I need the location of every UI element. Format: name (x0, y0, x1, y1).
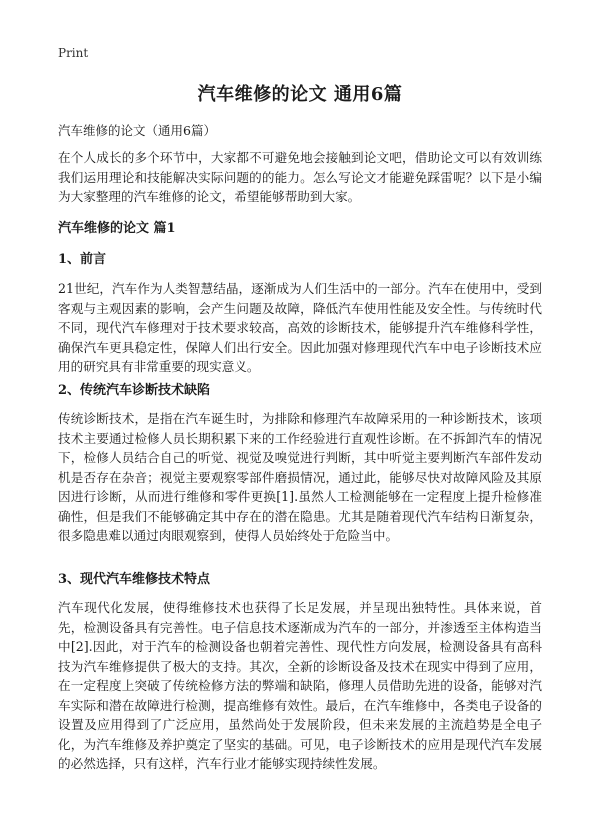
heading-preface: 1、前言 (58, 252, 107, 267)
heading-traditional-diagnosis: 2、传统汽车诊断技术缺陷 (58, 383, 211, 398)
section-title: 汽车维修的论文 篇1 (58, 221, 176, 236)
document-subtitle: 汽车维修的论文（通用6篇） (58, 123, 216, 138)
paragraph-preface: 21世纪，汽车作为人类智慧结晶，逐渐成为人们生活中的一部分。汽车在使用中，受到客观与主观因素的影响，会产生问题及故障，降低汽车使用性能及安全性。与传统时代不同，现代汽车修理对于技术要求较高，高效的诊断技术，能够提升汽车维修科学性，确保汽车更具稳定性，保障人们出行安全。因此加强对修理现代汽车中电子诊断技术应用的研究具有非常重要的现实意义。 (58, 281, 542, 374)
paragraph-traditional-diagnosis: 传统诊断技术，是指在汽车诞生时，为排除和修理汽车故障采用的一种诊断技术，该项技术主要通过检修人员长期积累下来的工作经验进行直观性诊断。在不拆卸汽车的情况下，检修人员结合自己的听觉、视觉及嗅觉进行判断，其中听觉主要判断汽车部件发动机是否存在杂音；视觉主要观察零部件磨损情况，通过此，能够尽快对故障风险及其原因进行诊断，从而进行维修和零件更换[1].虽然人工检测能够在一定程度上提升检修准确性，但是我们不能够确定其中存在的潜在隐患。尤其是随着现代汽车结构日渐复杂，很多隐患难以通过肉眼观察到，使得人员始终处于危险当中。 (58, 411, 542, 543)
intro-paragraph: 在个人成长的多个环节中，大家都不可避免地会接触到论文吧，借助论文可以有效训练我们运用理论和技能解决实际问题的的能力。怎么写论文才能避免踩雷呢？以下是小编为大家整理的汽车维修的论文，希望能够帮助到大家。 (58, 150, 542, 204)
page-title: 汽车维修的论文 通用6篇 (197, 84, 403, 105)
heading-modern-repair: 3、现代汽车维修技术特点 (58, 572, 211, 587)
paragraph-modern-repair: 汽车现代化发展，使得维修技术也获得了长足发展，并呈现出独特性。具体来说，首先，检测设备具有完善性。电子信息技术逐渐成为汽车的一部分，并渗透至主体构造当中[2].因此，对于汽车的检测设备也朝着完善性、现代性方向发展，检测设备具有高科技为汽车维修提供了极大的支持。其次，全新的诊断设备及技术在现实中得到了应用，在一定程度上突破了传统检修方法的弊端和缺陷，修理人员借助先进的设备，能够对汽车实际和潜在故障进行检测，提高维修有效性。最后，在汽车维修中，各类电子设备的设置及应用得到了广泛应用，虽然尚处于发展阶段，但未来发展的主流趋势是全电子化，为汽车维修及养护奠定了坚实的基础。可见，电子诊断技术的应用是现代汽车发展的必然选择，只有这样，汽车行业才能够实现持续性发展。 (58, 600, 542, 771)
print-link[interactable]: Print (58, 46, 89, 60)
